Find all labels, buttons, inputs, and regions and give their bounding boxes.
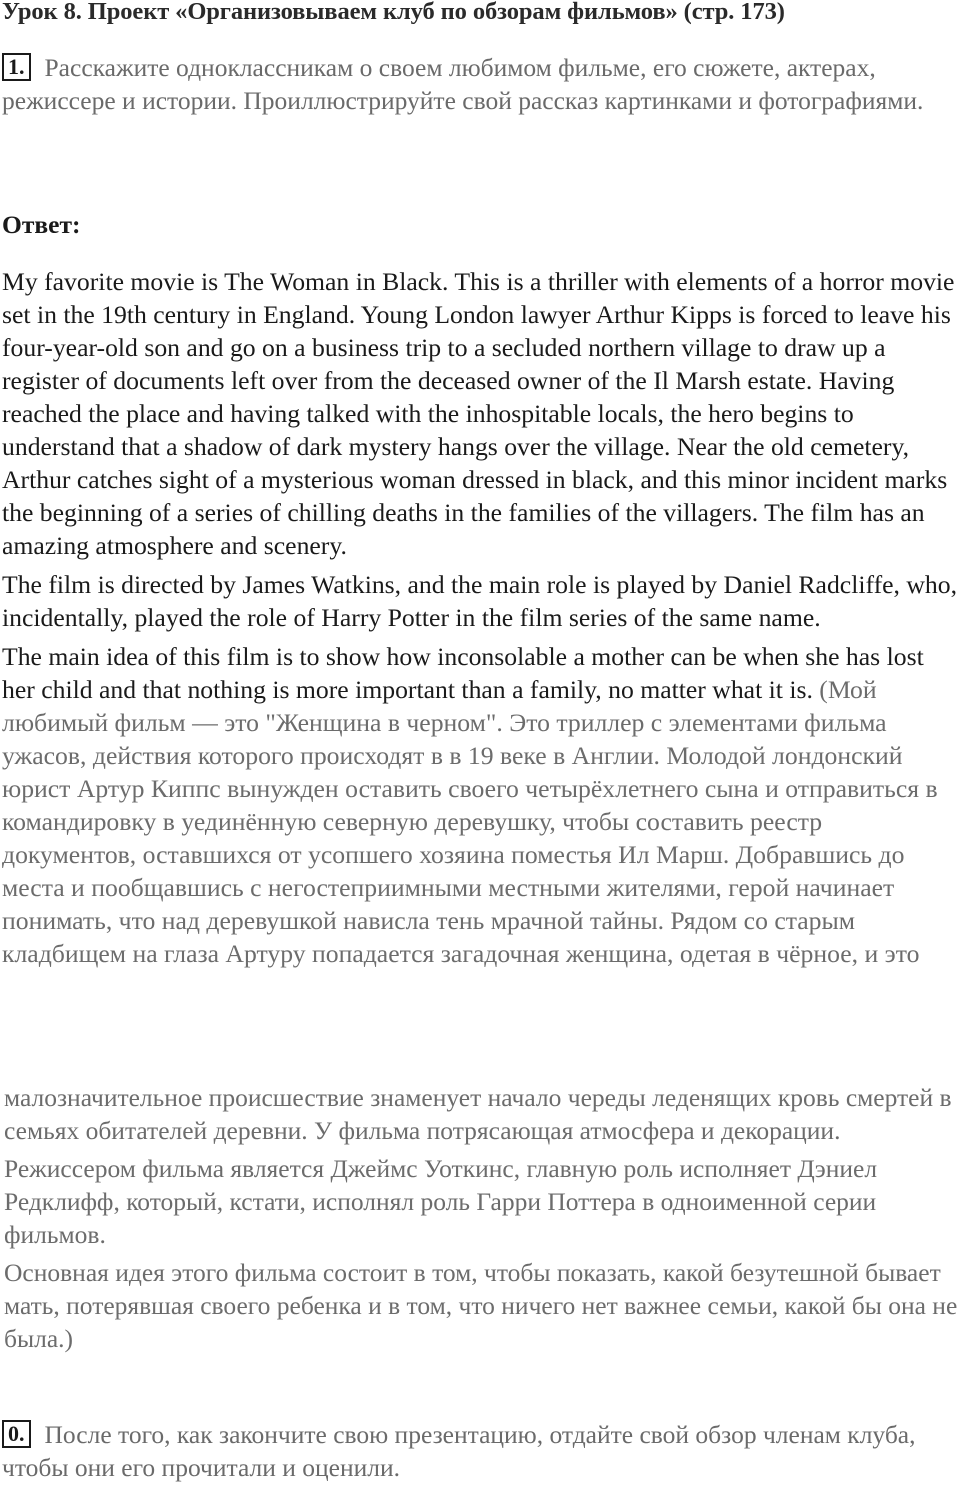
task-0-text: После того, как закончите свою презентацию, отдайте свой обзор членам клуба, чтобы они его прочитали и оценили. xyxy=(2,1420,916,1482)
translation-paragraph-1-end: малозначительное происшествие знаменует начало череды леденящих кровь смертей в семьях обитателей деревни. У фильма потрясающая атмосфера и декорации. xyxy=(4,1083,952,1145)
answer-english-block xyxy=(2,265,960,970)
task-number-1: 1. xyxy=(2,53,31,81)
answer-label: Ответ: xyxy=(2,210,81,239)
answer-paragraph-1: My favorite movie is The Woman in Black. This is a thriller with elements of a horror movie set in the 19th century in England. Young London lawyer Arthur Kipps is forced to leave his four-year-old son and go on a business trip to a secluded northern village to draw up a register of documents left over from the deceased owner of the Il Marsh estate. Having reached the place and having talked with the inhospitable locals, the hero begins to understand that a shadow of dark mystery hangs over the village. Near the old cemetery, Arthur catches sight of a mysterious woman dressed in black, and this minor incident marks the beginning of a series of chilling deaths in the families of the villagers. The film has an amazing atmosphere and scenery. xyxy=(2,267,955,560)
answer-paragraph-3 xyxy=(2,640,960,970)
task-number-0: 0. xyxy=(2,1420,31,1448)
answer-paragraph-2: The film is directed by James Watkins, and the main role is played by Daniel Radcliffe, who, incidentally, played the role of Harry Potter in the film series of the same name. xyxy=(2,570,958,632)
task-1 xyxy=(2,52,958,117)
task-0 xyxy=(2,1419,958,1484)
answer-translation-block xyxy=(4,1081,960,1360)
answer-translation-start: (Мой любимый фильм — это "Женщина в черном". Это триллер с элементами фильма ужасов, действия которого происходят в в 19 веке в Англии. Молодой лондонский юрист Артур Киппс вынужден оставить своего четырёхлетнего сына и отправиться в командировку в уединённую северную деревушку, чтобы составить реестр документов, оставшихся от усопшего хозяина поместья Ил Марш. Добравшись до места и пообщавшись с негостеприимными местными жителями, герой начинает понимать, что над деревушкой нависла тень мрачной тайны. Рядом со старым кладбищем на глаза Артуру попадается загадочная женщина, одетая в чёрное, и это xyxy=(2,675,938,968)
translation-paragraph-3: Основная идея этого фильма состоит в том, чтобы показать, какой безутешной бывает мать, потерявшая своего ребенка и в том, что ничего нет важнее семьи, какой бы она не была.) xyxy=(4,1258,958,1353)
answer-paragraph-3-en: The main idea of this film is to show how inconsolable a mother can be when she has lost her child and that nothing is more important than a family, no matter what it is. xyxy=(2,642,924,704)
translation-paragraph-2: Режиссером фильма является Джеймс Уоткинс, главную роль исполняет Дэниел Редклифф, который, кстати, исполнял роль Гарри Поттера в одноименной серии фильмов. xyxy=(4,1154,878,1249)
page-title: Урок 8. Проект «Организовываем клуб по обзорам фильмов» (стр. 173) xyxy=(2,0,785,25)
task-1-text: Расскажите одноклассникам о своем любимом фильме, его сюжете, актерах, режиссере и истории. Проиллюстрируйте свой рассказ картинками и фотографиями. xyxy=(2,53,924,115)
